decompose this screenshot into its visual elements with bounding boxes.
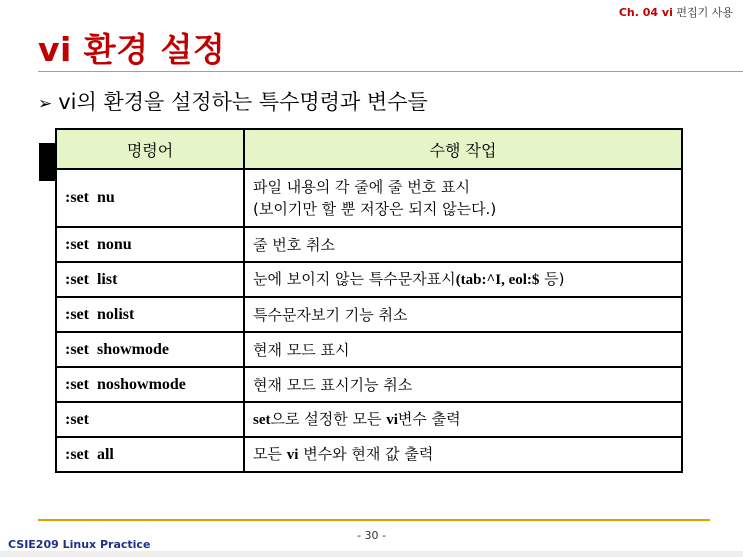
command-cell: :set nu	[56, 169, 244, 227]
bottom-strip	[0, 551, 743, 557]
table-row	[56, 169, 682, 227]
action-line: (보이기만 할 뿐 저장은 되지 않는다.)	[253, 200, 497, 218]
action-code: vi	[286, 447, 299, 463]
chapter-topic: 편집기 사용	[676, 6, 733, 19]
table-header-row	[56, 129, 682, 169]
action-line: 파일 내용의 각 줄에 줄 번호 표시	[253, 178, 470, 196]
command-cell: :set nonu	[56, 227, 244, 262]
action-cell	[244, 169, 682, 227]
table-row	[56, 367, 682, 402]
command-cell: :set list	[56, 262, 244, 297]
action-cell: 현재 모드 표시	[244, 332, 682, 367]
footer-divider	[38, 519, 710, 521]
course-label: CSIE209 Linux Practice	[8, 538, 151, 551]
command-cell: :set	[56, 402, 244, 437]
subtitle-text: vi의 환경을 설정하는 특수명령과 변수들	[58, 90, 428, 114]
action-text: 으로 설정한 모든	[270, 410, 387, 428]
header-action: 수행 작업	[244, 129, 682, 169]
action-text: 변수 출력	[397, 410, 461, 428]
action-cell: 현재 모드 표시기능 취소	[244, 367, 682, 402]
action-text: 등)	[539, 270, 565, 288]
command-table	[55, 128, 683, 473]
chapter-number: Ch. 04 vi	[618, 6, 673, 19]
title-divider	[38, 71, 743, 72]
table-row	[56, 437, 682, 472]
table-row	[56, 227, 682, 262]
header-command: 명령어	[56, 129, 244, 169]
action-cell: 줄 번호 취소	[244, 227, 682, 262]
action-text: 모든	[253, 445, 287, 463]
slide-title: vi 환경 설정	[38, 30, 226, 69]
command-cell: :set all	[56, 437, 244, 472]
action-text: 변수와 현재 값 출력	[298, 445, 434, 463]
command-cell: :set nolist	[56, 297, 244, 332]
table-row	[56, 262, 682, 297]
action-code: (tab:^I, eol:$	[455, 272, 540, 288]
action-text: 눈에 보이지 않는 특수문자표시	[253, 270, 456, 288]
table-row	[56, 332, 682, 367]
action-cell	[244, 402, 682, 437]
command-cell: :set noshowmode	[56, 367, 244, 402]
slide-subtitle	[38, 86, 428, 116]
action-code: vi	[386, 412, 398, 428]
command-cell: :set showmode	[56, 332, 244, 367]
chapter-header	[619, 4, 733, 20]
table-row	[56, 402, 682, 437]
page-number: - 30 -	[357, 529, 386, 542]
action-code: set	[253, 412, 271, 428]
action-cell	[244, 437, 682, 472]
action-cell	[244, 262, 682, 297]
action-cell: 특수문자보기 기능 취소	[244, 297, 682, 332]
table-row	[56, 297, 682, 332]
bullet-arrow-icon: ➢	[38, 94, 53, 114]
